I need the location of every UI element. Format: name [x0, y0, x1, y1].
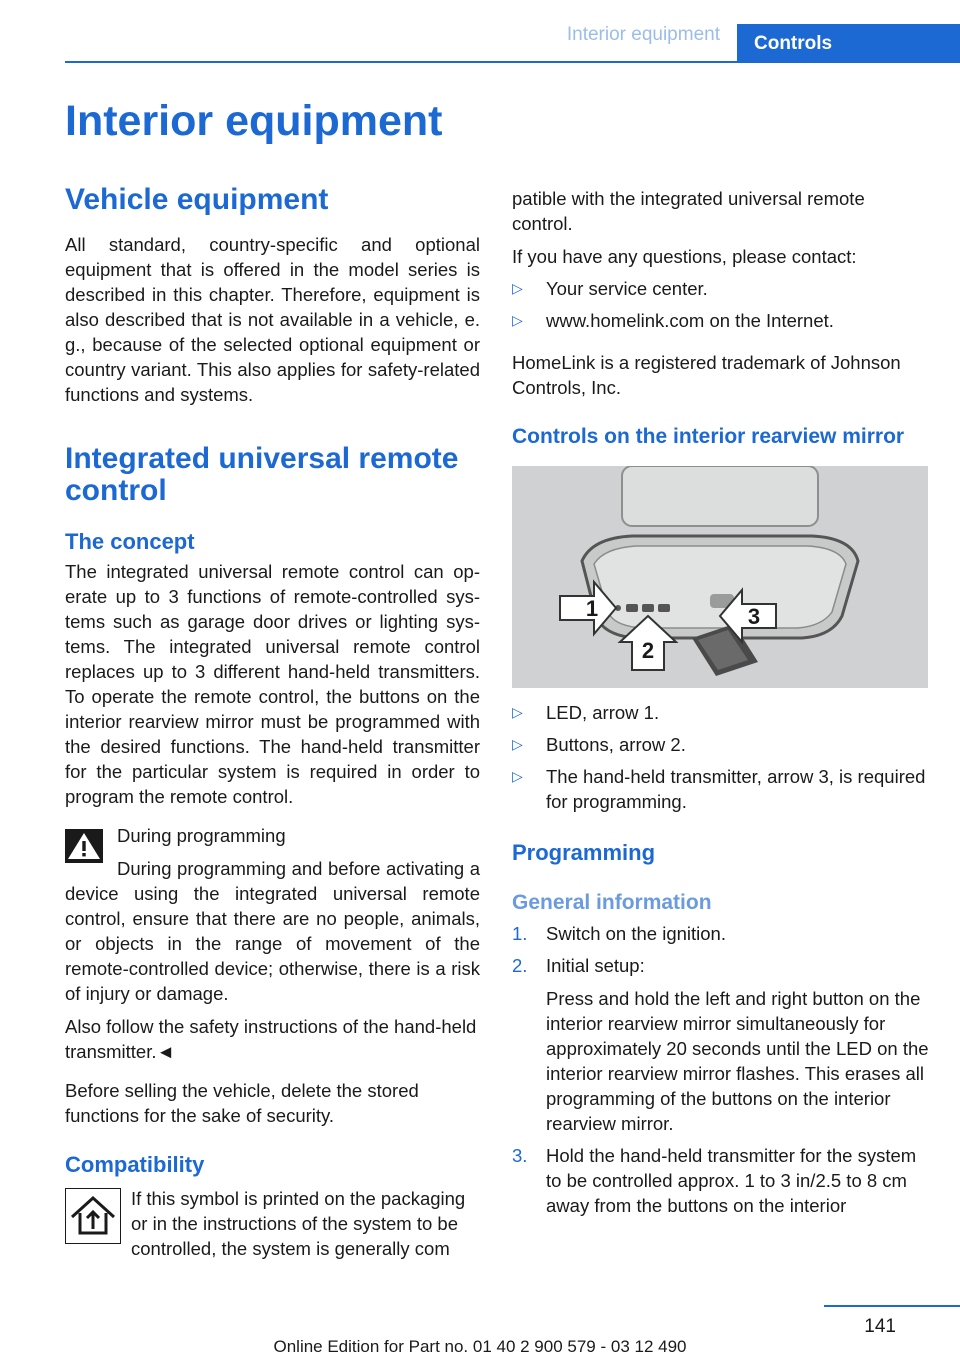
step-detail: Press and hold the left and right button on the interior rearview mirror simultaneously for approximately 20 seconds until the LED on the interior rearview mirror flashes. This erases all programming of the buttons on the interior rearview mirror.: [546, 988, 929, 1134]
footer-rule: [824, 1305, 960, 1307]
compatibility-heading: Compatibility: [65, 1152, 205, 1177]
concept-heading: The concept: [65, 529, 195, 554]
warning-box: [65, 823, 480, 848]
homelink-house-icon: [65, 1188, 121, 1244]
mirror-label-1: 1: [585, 596, 599, 621]
triangle-bullet-icon: ▷: [512, 280, 523, 296]
warning-also: Also follow the safety instructions of the hand-held transmitter.◄: [65, 1016, 477, 1062]
contact-list: [512, 276, 930, 333]
compatibility-continued: patible with the integrated universal remote control.: [512, 188, 865, 234]
header-section-title: Interior equipment: [566, 24, 720, 45]
triangle-bullet-icon: ▷: [512, 736, 523, 752]
right-column: [512, 186, 930, 1218]
edition-footer: Online Edition for Part no. 01 40 2 900 579 - 03 12 490: [273, 1337, 687, 1356]
list-item: ▷ www.homelink.com on the Internet.: [512, 310, 834, 331]
concept-body: The integrated universal remote control can operate up to 3 functions of remote-controlled systems such as garage door drives or lighting systems. The integrated universal remote control replaces up to 3 different hand-held transmitters. To operate the remote control, the buttons on the interior rearview mirror must be programmed with the desired functions. The hand-held transmitter for the particular system is required in order to program the remote control.: [65, 561, 480, 807]
list-item: ▷ Buttons, arrow 2.: [512, 734, 686, 755]
triangle-bullet-icon: ▷: [512, 312, 523, 328]
list-item: ▷ Your service center.: [512, 278, 708, 299]
triangle-bullet-icon: ▷: [512, 768, 523, 784]
list-item: 1. Switch on the ignition.: [512, 923, 726, 944]
header-rule: [65, 61, 960, 63]
list-item: 3. Hold the hand-held transmitter for the system to be controlled approx. 1 to 3 in/2.5 to 8 cm away from the buttons on the interior: [512, 1145, 917, 1216]
left-column: [65, 184, 480, 1261]
list-item: 2. Initial setup: Press and hold the left and right button on the interior rearview mirror simultaneously for approximately 20 seconds until the LED on the interior rearview mirror flashes. This erases all programming of the buttons on the interior rearview mirror.: [512, 955, 929, 1134]
mirror-illustration: [512, 466, 928, 688]
controls-heading: Controls on the interior rearview mirror: [512, 425, 905, 448]
warning-body: During programming and before activating a device using the integrated universal remote control, ensure that there are no people, animals, or objects in the range of movement of the remote-controlled device; otherwise, there is a risk of injury or damage.: [65, 858, 480, 1004]
vehicle-equipment-body: All standard, country-specific and optional equipment that is offered in the model series is described in this chapter. Therefore, equipment is also described that is not available in a vehicle, e. g., because of the selected optional equipment or country variant. This also applies for safety-related functions and systems.: [65, 234, 480, 405]
questions-text: If you have any questions, please contact:: [512, 246, 857, 267]
vehicle-equipment-heading: Vehicle equipment: [65, 183, 329, 216]
general-information-heading: General information: [512, 891, 712, 914]
list-item: ▷ LED, arrow 1.: [512, 702, 660, 723]
programming-heading: Programming: [512, 840, 656, 865]
mirror-label-3: 3: [747, 604, 761, 629]
triangle-bullet-icon: ▷: [512, 704, 523, 720]
page-title: Interior equipment: [65, 97, 443, 145]
controls-list: [512, 700, 930, 814]
warning-title: During programming: [117, 825, 286, 846]
warning-triangle-icon: [65, 829, 103, 863]
compatibility-body: If this symbol is printed on the packaging or in the instructions of the system to be controlled, the system is generally com: [131, 1188, 466, 1259]
page-number: 141: [864, 1316, 896, 1337]
mirror-label-2: 2: [641, 638, 655, 663]
steps-list: [512, 921, 930, 1218]
trademark-text: HomeLink is a registered trademark of Johnson Controls, Inc.: [512, 352, 901, 398]
before-selling-text: Before selling the vehicle, delete the stored functions for the sake of security.: [65, 1080, 419, 1126]
iurc-heading: Integrated universal remote control: [65, 442, 459, 507]
compatibility-block: [65, 1186, 480, 1261]
list-item: ▷ The hand-held transmitter, arrow 3, is required for programming.: [512, 766, 926, 812]
header-chapter-label: Controls: [754, 33, 833, 54]
header-chapter-tab: [737, 24, 960, 61]
